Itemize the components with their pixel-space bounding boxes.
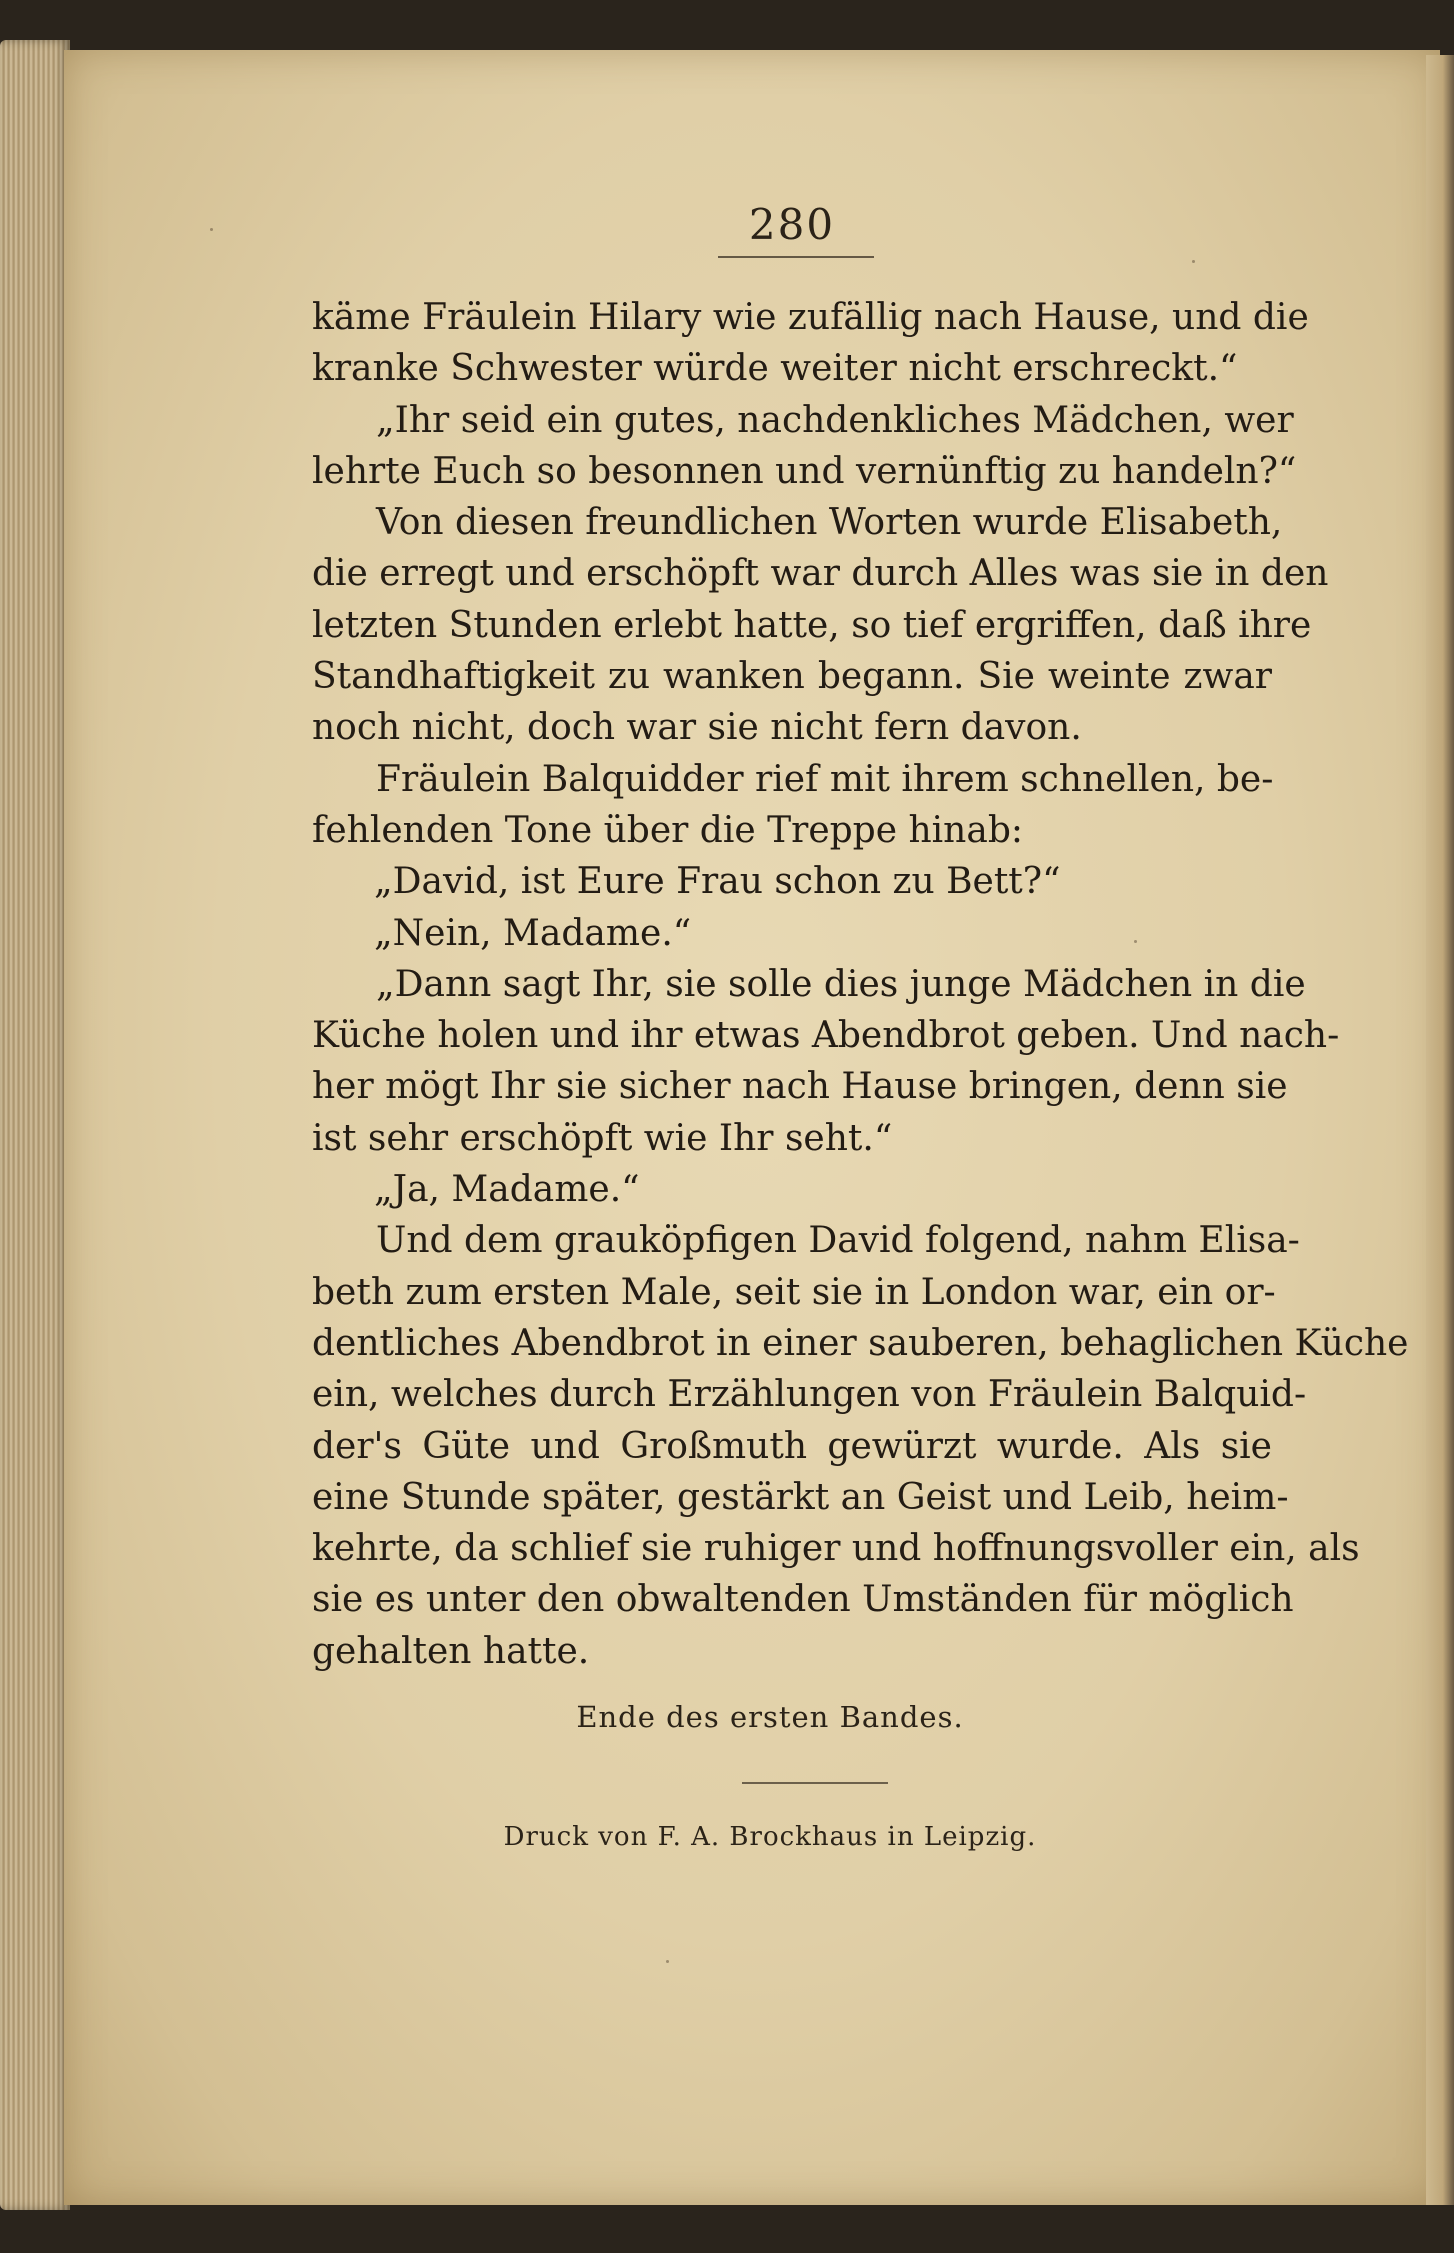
text-line: sie es unter den obwaltenden Umständen für möglich	[312, 1579, 1294, 1621]
book-page-edges	[0, 40, 70, 2210]
text-line: Und dem grauköpfigen David folgend, nahm Elisa-	[376, 1220, 1300, 1262]
text-line: Von diesen freundlichen Worten wurde Elisabeth,	[376, 502, 1283, 544]
paper-speck	[210, 228, 213, 231]
text-line: letzten Stunden erlebt hatte, so tief ergriffen, daß ihre	[312, 604, 1312, 646]
text-line: eine Stunde später, gestärkt an Geist und Leib, heim-	[312, 1476, 1289, 1518]
end-of-volume-note: Ende des ersten Bandes.	[576, 1700, 964, 1734]
text-line: kranke Schwester würde weiter nicht erschreckt.“	[312, 348, 1238, 390]
text-line: käme Fräulein Hilary wie zufällig nach Hause, und die	[312, 297, 1309, 338]
text-line: „Ja, Madame.“	[374, 1169, 640, 1211]
text-line: beth zum ersten Male, seit sie in London war, ein or-	[312, 1271, 1276, 1313]
text-line: Fräulein Balquidder rief mit ihrem schnellen, be-	[376, 758, 1274, 800]
text-line: die erregt und erschöpft war durch Alles was sie in den	[312, 553, 1329, 595]
text-line: fehlenden Tone über die Treppe hinab:	[312, 809, 1023, 851]
text-line: der's Güte und Großmuth gewürzt wurde. Als sie	[312, 1425, 1272, 1467]
text-line: „Dann sagt Ihr, sie solle dies junge Mädchen in die	[376, 963, 1306, 1005]
text-line: Standhaftigkeit zu wanken begann. Sie weinte zwar	[312, 656, 1272, 698]
printer-imprint: Druck von F. A. Brockhaus in Leipzig.	[503, 1822, 1037, 1852]
end-rule	[742, 1782, 888, 1784]
right-binding-edge	[1426, 55, 1454, 2205]
text-line: gehalten hatte.	[312, 1630, 590, 1672]
paper-speck	[1192, 260, 1195, 263]
body-text	[312, 292, 1409, 1677]
text-line: lehrte Euch so besonnen und vernünftig zu handeln?“	[312, 450, 1297, 492]
text-line: „Ihr seid ein gutes, nachdenkliches Mädchen, wer	[376, 399, 1294, 441]
page-number: 280	[748, 200, 836, 249]
text-line: dentliches Abendbrot in einer sauberen, behaglichen Küche	[312, 1322, 1409, 1364]
text-line: kehrte, da schlief sie ruhiger und hoffnungsvoller ein, als	[312, 1528, 1360, 1570]
page-number-rule	[718, 256, 874, 258]
text-line: ein, welches durch Erzählungen von Fräulein Balquid-	[312, 1374, 1307, 1416]
text-line: „David, ist Eure Frau schon zu Bett?“	[374, 861, 1061, 903]
text-line: ist sehr erschöpft wie Ihr seht.“	[312, 1117, 893, 1159]
paper-speck	[666, 1960, 669, 1963]
text-line: noch nicht, doch war sie nicht fern davon.	[312, 707, 1082, 749]
text-line: her mögt Ihr sie sicher nach Hause bringen, denn sie	[312, 1066, 1288, 1108]
paper-speck	[1134, 940, 1137, 943]
text-line: Küche holen und ihr etwas Abendbrot geben. Und nach-	[312, 1015, 1340, 1057]
text-line: „Nein, Madame.“	[374, 912, 692, 954]
